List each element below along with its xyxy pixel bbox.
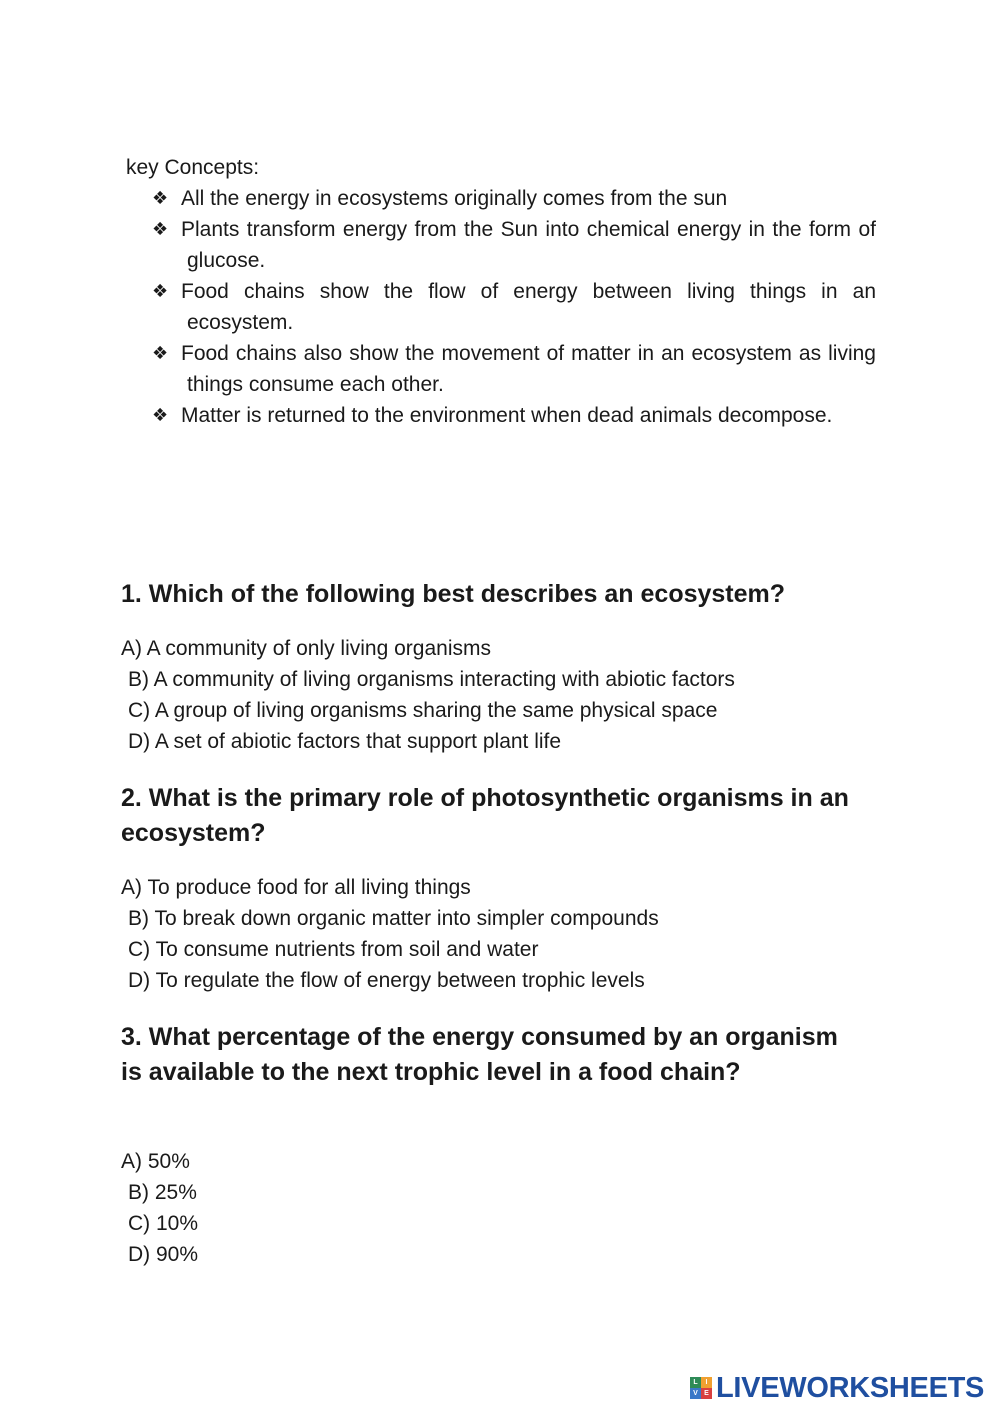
diamond-bullet-icon: ❖ xyxy=(152,188,169,209)
key-concept-text: Food chains show the flow of energy between living things in an ecosystem. xyxy=(181,280,876,334)
option-c: C) 10% xyxy=(128,1212,199,1235)
option-d: D) A set of abiotic factors that support plant life xyxy=(128,730,562,753)
key-concept-item xyxy=(152,214,876,276)
option-d: D) To regulate the flow of energy between trophic levels xyxy=(128,969,645,992)
logo-text: LIVEWORKSHEETS xyxy=(716,1371,985,1404)
liveworksheets-logo xyxy=(690,1372,984,1404)
question-1-title: 1. Which of the following best describes an ecosystem? xyxy=(121,580,786,608)
key-concepts-list xyxy=(152,183,876,431)
key-concept-text: All the energy in ecosystems originally comes from the sun xyxy=(181,187,728,210)
key-concept-item xyxy=(152,338,876,400)
key-concept-text: Plants transform energy from the Sun into chemical energy in the form of glucose. xyxy=(181,218,876,272)
liveworksheets-mark-icon xyxy=(690,1377,712,1399)
key-concept-item xyxy=(152,183,876,214)
option-a: A) A community of only living organisms xyxy=(121,637,491,660)
key-concept-item xyxy=(152,400,876,431)
option-a: A) To produce food for all living things xyxy=(121,876,471,899)
question-2-title: 2. What is the primary role of photosynthetic organisms in an ecosystem? xyxy=(121,784,849,847)
option-a: A) 50% xyxy=(121,1150,190,1173)
diamond-bullet-icon: ❖ xyxy=(152,219,169,240)
key-concept-item xyxy=(152,276,876,338)
option-b: B) 25% xyxy=(128,1181,197,1204)
key-concept-text: Food chains also show the movement of matter in an ecosystem as living things consume each other. xyxy=(181,342,876,396)
logo-mark-letter: V xyxy=(690,1388,701,1399)
option-c: C) To consume nutrients from soil and water xyxy=(128,938,539,961)
question-1-options xyxy=(121,633,735,757)
question-2-options xyxy=(121,872,659,996)
logo-mark-letter: L xyxy=(690,1377,701,1388)
question-3-options xyxy=(121,1146,198,1270)
diamond-bullet-icon: ❖ xyxy=(152,343,169,364)
option-c: C) A group of living organisms sharing the same physical space xyxy=(128,699,718,722)
option-b: B) A community of living organisms interacting with abiotic factors xyxy=(128,668,735,691)
option-b: B) To break down organic matter into simpler compounds xyxy=(128,907,659,930)
option-d: D) 90% xyxy=(128,1243,199,1266)
key-concepts-heading: key Concepts: xyxy=(126,156,260,179)
logo-mark-letter: I xyxy=(701,1377,712,1388)
diamond-bullet-icon: ❖ xyxy=(152,405,169,426)
key-concept-text: Matter is returned to the environment when dead animals decompose. xyxy=(181,404,833,427)
question-3-title: 3. What percentage of the energy consumed by an organism is available to the next trophic level in a food chain? xyxy=(121,1023,838,1086)
logo-mark-letter: E xyxy=(701,1388,712,1399)
diamond-bullet-icon: ❖ xyxy=(152,281,169,302)
